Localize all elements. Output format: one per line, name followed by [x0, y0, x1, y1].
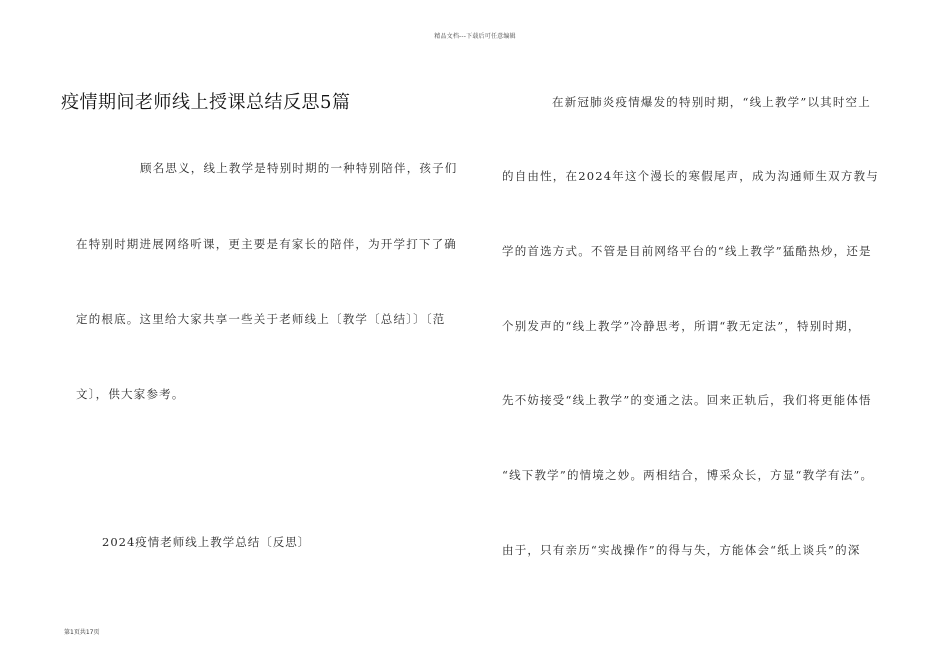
header-note: 精品文档---下载后可任意编辑: [434, 33, 516, 40]
paragraph-line: “线下教学”的情境之妙。两相结合，博采众长，方显“教学有法”。: [502, 468, 874, 482]
section-subheading: 2024疫情老师线上教学总结〔反思〕: [102, 535, 311, 549]
document-title: 疫情期间老师线上授课总结反思5篇: [61, 92, 351, 113]
paragraph-line: 文〕，供大家参考。: [76, 387, 185, 401]
paragraph-line: 由于，只有亲历“实战操作”的得与失，方能体会“纸上谈兵”的深: [502, 543, 861, 557]
paragraph-line: 顾名思义，线上教学是特别时期的一种特别陪伴，孩子们: [140, 161, 458, 175]
paragraph-line: 的自由性，在2024年这个漫长的寒假尾声，成为沟通师生双方教与: [502, 169, 879, 183]
page-indicator: 第1页共17页: [64, 629, 100, 636]
paragraph-line: 定的根底。这里给大家共享一些关于老师线上〔教学〔总结〕〕〔范: [76, 312, 446, 326]
paragraph-line: 个别发声的“线上教学”冷静思考，所谓“教无定法”，特别时期，: [502, 319, 861, 333]
paragraph-line: 在特别时期进展网络听课，更主要是有家长的陪伴，为开学打下了确: [76, 237, 457, 251]
paragraph-line: 在新冠肺炎疫情爆发的特别时期，“线上教学”以其时空上: [552, 95, 871, 109]
paragraph-line: 学的首选方式。不管是目前网络平台的“线上教学”猛酷热炒，还是: [502, 244, 872, 258]
paragraph-line: 先不妨接受“线上教学”的变通之法。回来正轨后，我们将更能体悟: [502, 393, 872, 407]
